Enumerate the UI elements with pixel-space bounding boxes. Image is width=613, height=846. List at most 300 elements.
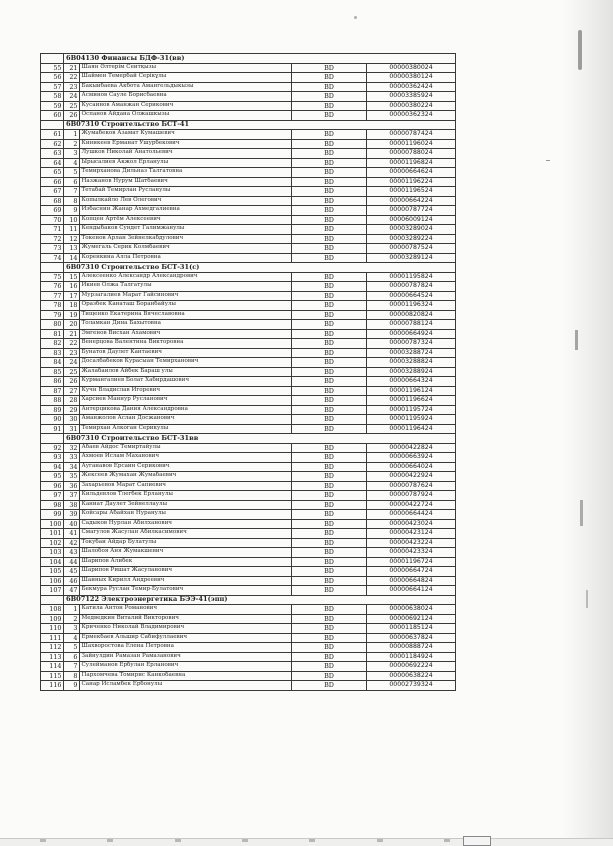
group-index: 43 (64, 548, 80, 558)
level-code: BD (292, 510, 367, 520)
row-number: 115 (41, 671, 64, 681)
group-header-row (41, 434, 456, 444)
scan-mark (578, 30, 582, 70)
row-number: 104 (41, 557, 64, 567)
table-row (41, 396, 456, 406)
student-name: Алексеенко Александр Александрович (80, 272, 292, 282)
group-index: 12 (64, 234, 80, 244)
document-number: 00000664524 (367, 291, 456, 301)
group-index: 39 (64, 510, 80, 520)
table-row (41, 576, 456, 586)
row-number: 79 (41, 310, 64, 320)
row-number: 96 (41, 481, 64, 491)
group-index: 45 (64, 567, 80, 577)
group-index: 22 (64, 339, 80, 349)
level-code: BD (292, 339, 367, 349)
group-index: 14 (64, 253, 80, 263)
group-index: 4 (64, 158, 80, 168)
student-name: Курмангалиев Болат Хабирдашович (80, 377, 292, 387)
document-number: 00003289224 (367, 234, 456, 244)
row-number: 89 (41, 405, 64, 415)
document-number: 00003385924 (367, 92, 456, 102)
level-code: BD (292, 453, 367, 463)
document-number: 00000664324 (367, 377, 456, 387)
group-index: 26 (64, 377, 80, 387)
student-name: Ахмоев Ислам Маханович (80, 453, 292, 463)
student-name: Ауганавов Ерсаин Серикович (80, 462, 292, 472)
student-name: Мурзагалиев Марат Гайсинович (80, 291, 292, 301)
student-name: Койсары Абайхан Нуранулы (80, 510, 292, 520)
row-number: 112 (41, 643, 64, 653)
level-code: BD (292, 244, 367, 254)
student-name: Эмгенов Висхан Ахамович (80, 329, 292, 339)
level-code: BD (292, 101, 367, 111)
student-name: Токенов Арлан Зейнелкабдулович (80, 234, 292, 244)
group-index: 9 (64, 681, 80, 691)
student-name: Шаян Әлтерім Сеитқызы (80, 63, 292, 73)
row-number: 73 (41, 244, 64, 254)
row-number: 60 (41, 111, 64, 121)
group-title: 6В07122 Электроэнергетика БЭЭ-41(эпп) (64, 595, 456, 605)
student-name: Лушков Николай Анатольевич (80, 149, 292, 159)
group-index: 44 (64, 557, 80, 567)
group-index: 29 (64, 405, 80, 415)
student-name: Каниат Даулет Зейнеллаулы (80, 500, 292, 510)
table-row (41, 624, 456, 634)
table-row (41, 443, 456, 453)
document-number: 00000422824 (367, 443, 456, 453)
document-number: 00000423324 (367, 548, 456, 558)
table-row (41, 671, 456, 681)
row-number: 78 (41, 301, 64, 311)
document-number: 00001196524 (367, 187, 456, 197)
table-row (41, 481, 456, 491)
document-number: 00000664024 (367, 462, 456, 472)
table-row (41, 538, 456, 548)
row-number: 91 (41, 424, 64, 434)
table-row (41, 633, 456, 643)
row-number: 102 (41, 538, 64, 548)
row-number: 83 (41, 348, 64, 358)
group-index: 20 (64, 320, 80, 330)
document-number: 00001195824 (367, 272, 456, 282)
row-number: 56 (41, 73, 64, 83)
row-number: 107 (41, 586, 64, 596)
row-number: 77 (41, 291, 64, 301)
document-number: 00000423024 (367, 519, 456, 529)
student-name: Жумабеков Азамат Кумашевич (80, 130, 292, 140)
level-code: BD (292, 130, 367, 140)
student-name: Абаев Айдос Темиртайулы (80, 443, 292, 453)
level-code: BD (292, 386, 367, 396)
student-name: Криченко Николай Владимирович (80, 624, 292, 634)
table-row (41, 92, 456, 102)
student-name: Харсиев Маннур Русланович (80, 396, 292, 406)
table-row (41, 548, 456, 558)
row-number: 62 (41, 139, 64, 149)
row-number: 66 (41, 177, 64, 187)
table-row (41, 320, 456, 330)
document-number: 00000638224 (367, 671, 456, 681)
scan-mark (546, 160, 550, 161)
footer-marks (40, 839, 450, 844)
row-number: 57 (41, 82, 64, 92)
level-code: BD (292, 424, 367, 434)
level-code: BD (292, 225, 367, 235)
table-row (41, 586, 456, 596)
document-number: 00000380024 (367, 63, 456, 73)
student-name: Бакыибаева Акбота Амангельдыкызы (80, 82, 292, 92)
group-index: 1 (64, 130, 80, 140)
table-row (41, 130, 456, 140)
table-row (41, 168, 456, 178)
student-name: Захарьевов Марат Сапиевич (80, 481, 292, 491)
level-code: BD (292, 671, 367, 681)
student-name: Копцен Артём Алексеевич (80, 215, 292, 225)
row-number: 55 (41, 63, 64, 73)
student-name: Пархомчева Томирис Канкобаевна (80, 671, 292, 681)
document-number: 00001196124 (367, 386, 456, 396)
group-index: 24 (64, 92, 80, 102)
document-number: 00003288724 (367, 348, 456, 358)
student-list-body (41, 54, 456, 691)
table-row (41, 662, 456, 672)
level-code: BD (292, 377, 367, 387)
document-number: 00000787324 (367, 339, 456, 349)
level-code: BD (292, 215, 367, 225)
level-code: BD (292, 358, 367, 368)
table-row (41, 196, 456, 206)
level-code: BD (292, 196, 367, 206)
row-number: 101 (41, 529, 64, 539)
student-name: Жумегаль Серик Колмбаевич (80, 244, 292, 254)
document-number: 00000820824 (367, 310, 456, 320)
group-header-spacer (41, 434, 64, 444)
level-code: BD (292, 82, 367, 92)
table-row (41, 225, 456, 235)
row-number: 63 (41, 149, 64, 159)
level-code: BD (292, 548, 367, 558)
table-row (41, 377, 456, 387)
level-code: BD (292, 158, 367, 168)
row-number: 70 (41, 215, 64, 225)
group-index: 23 (64, 82, 80, 92)
group-index: 7 (64, 187, 80, 197)
document-number: 00000692124 (367, 614, 456, 624)
group-title: 6В07310 Строительство БСТ-31вв (64, 434, 456, 444)
student-name: Шахворостова Елена Петровна (80, 643, 292, 653)
document-number: 00001196824 (367, 158, 456, 168)
table-row (41, 215, 456, 225)
student-name: Бекмура Руслан Темир-Булатович (80, 586, 292, 596)
student-name: Асминов Сауле Борисбаевна (80, 92, 292, 102)
level-code: BD (292, 329, 367, 339)
group-index: 33 (64, 453, 80, 463)
table-row (41, 643, 456, 653)
document-number: 00001196724 (367, 557, 456, 567)
level-code: BD (292, 462, 367, 472)
student-name: Шалобоя Аня Жумакшевич (80, 548, 292, 558)
document-number: 00001196224 (367, 177, 456, 187)
student-name: Шарипов Алибек (80, 557, 292, 567)
row-number: 71 (41, 225, 64, 235)
student-name: Шаймен Темербай Серікұлы (80, 73, 292, 83)
student-name: Толамкан Дина Бахытовна (80, 320, 292, 330)
table-row (41, 187, 456, 197)
student-name: Ермекбаев Альшир Сабифуллаевич (80, 633, 292, 643)
document-number: 00003288824 (367, 358, 456, 368)
level-code: BD (292, 291, 367, 301)
row-number: 92 (41, 443, 64, 453)
student-name: Антерцикова Дания Александровна (80, 405, 292, 415)
group-index: 7 (64, 662, 80, 672)
row-number: 113 (41, 652, 64, 662)
table-row (41, 310, 456, 320)
level-code: BD (292, 624, 367, 634)
student-name: Оспанов Айдана Олжашкызы (80, 111, 292, 121)
group-header-row (41, 54, 456, 64)
group-index: 25 (64, 367, 80, 377)
row-number: 90 (41, 415, 64, 425)
table-row (41, 111, 456, 121)
document-number: 00000787624 (367, 481, 456, 491)
row-number: 105 (41, 567, 64, 577)
group-index: 30 (64, 415, 80, 425)
group-index: 1 (64, 605, 80, 615)
group-index: 41 (64, 529, 80, 539)
row-number: 59 (41, 101, 64, 111)
document-number: 00001196324 (367, 301, 456, 311)
group-header-spacer (41, 263, 64, 273)
document-number: 00000664624 (367, 168, 456, 178)
row-number: 85 (41, 367, 64, 377)
table-row (41, 614, 456, 624)
document-number: 00000664824 (367, 576, 456, 586)
level-code: BD (292, 348, 367, 358)
table-row (41, 348, 456, 358)
row-number: 109 (41, 614, 64, 624)
student-name: Назжанов Нурум Шатбаевич (80, 177, 292, 187)
group-header-row (41, 595, 456, 605)
document-number: 00000664224 (367, 196, 456, 206)
table-row (41, 82, 456, 92)
row-number: 94 (41, 462, 64, 472)
document-number: 00001195924 (367, 415, 456, 425)
document-number: 00000787824 (367, 282, 456, 292)
row-number: 64 (41, 158, 64, 168)
table-row (41, 244, 456, 254)
level-code: BD (292, 529, 367, 539)
group-index: 6 (64, 177, 80, 187)
table-row (41, 415, 456, 425)
row-number: 95 (41, 472, 64, 482)
row-number: 116 (41, 681, 64, 691)
group-index: 42 (64, 538, 80, 548)
row-number: 84 (41, 358, 64, 368)
student-name: Шарипов Ришат Жасуланович (80, 567, 292, 577)
level-code: BD (292, 443, 367, 453)
level-code: BD (292, 111, 367, 121)
document-number: 00000787724 (367, 206, 456, 216)
group-index: 34 (64, 462, 80, 472)
document-number: 00000788124 (367, 320, 456, 330)
row-number: 82 (41, 339, 64, 349)
level-code: BD (292, 367, 367, 377)
table-row (41, 339, 456, 349)
table-row (41, 139, 456, 149)
table-row (41, 652, 456, 662)
document-number: 00000362424 (367, 82, 456, 92)
table-row (41, 234, 456, 244)
student-name: Коренкина Алла Петровна (80, 253, 292, 263)
document-number: 00000888724 (367, 643, 456, 653)
group-index: 13 (64, 244, 80, 254)
group-header-row (41, 263, 456, 273)
level-code: BD (292, 415, 367, 425)
group-index: 8 (64, 671, 80, 681)
row-number: 111 (41, 633, 64, 643)
document-number: 00000663924 (367, 453, 456, 463)
student-name: Аманжолов Аслан Досжанович (80, 415, 292, 425)
group-index: 15 (64, 272, 80, 282)
document-number: 00000787424 (367, 130, 456, 140)
table-row (41, 63, 456, 73)
student-name: Темирханова Дильназ Талгатовна (80, 168, 292, 178)
group-header-row (41, 120, 456, 130)
table-row (41, 329, 456, 339)
table-row (41, 681, 456, 691)
document-number: 00000638024 (367, 605, 456, 615)
group-index: 25 (64, 101, 80, 111)
student-name: Медведкин Виталий Викторович (80, 614, 292, 624)
row-number: 110 (41, 624, 64, 634)
group-index: 10 (64, 215, 80, 225)
row-number: 65 (41, 168, 64, 178)
row-number: 72 (41, 234, 64, 244)
table-row (41, 557, 456, 567)
group-index: 32 (64, 443, 80, 453)
document-number: 00001184924 (367, 652, 456, 662)
student-name: Жалабаилов Айбек Бараш улы (80, 367, 292, 377)
document-number: 00000664124 (367, 586, 456, 596)
table-row (41, 301, 456, 311)
row-number: 108 (41, 605, 64, 615)
group-index: 3 (64, 149, 80, 159)
table-row (41, 73, 456, 83)
level-code: BD (292, 272, 367, 282)
student-name: Катила Антон Романович (80, 605, 292, 615)
scan-speck (354, 16, 357, 19)
group-index: 6 (64, 652, 80, 662)
student-name: Садыков Нурлан Абилханович (80, 519, 292, 529)
row-number: 97 (41, 491, 64, 501)
table-row (41, 149, 456, 159)
group-index: 18 (64, 301, 80, 311)
table-row (41, 567, 456, 577)
level-code: BD (292, 139, 367, 149)
document-number: 00000787524 (367, 244, 456, 254)
level-code: BD (292, 519, 367, 529)
group-index: 38 (64, 500, 80, 510)
group-index: 37 (64, 491, 80, 501)
row-number: 87 (41, 386, 64, 396)
student-name: Ырысалиев Акжол Ерланулы (80, 158, 292, 168)
table-row (41, 500, 456, 510)
level-code: BD (292, 253, 367, 263)
document-number: 00000423224 (367, 538, 456, 548)
group-index: 19 (64, 310, 80, 320)
table-row (41, 282, 456, 292)
table-row (41, 206, 456, 216)
document-number: 00000664924 (367, 329, 456, 339)
document-number: 00000422724 (367, 500, 456, 510)
row-number: 86 (41, 377, 64, 387)
level-code: BD (292, 605, 367, 615)
group-index: 17 (64, 291, 80, 301)
table-row (41, 367, 456, 377)
group-index: 36 (64, 481, 80, 491)
document-number: 00000422924 (367, 472, 456, 482)
document-number: 00006009124 (367, 215, 456, 225)
level-code: BD (292, 662, 367, 672)
group-index: 8 (64, 196, 80, 206)
table-row (41, 253, 456, 263)
level-code: BD (292, 168, 367, 178)
row-number: 81 (41, 329, 64, 339)
level-code: BD (292, 633, 367, 643)
group-header-spacer (41, 54, 64, 64)
table-row (41, 386, 456, 396)
level-code: BD (292, 206, 367, 216)
table-row (41, 101, 456, 111)
document-number: 00000380224 (367, 101, 456, 111)
group-index: 28 (64, 396, 80, 406)
table-row (41, 453, 456, 463)
level-code: BD (292, 310, 367, 320)
document-number: 00003289024 (367, 225, 456, 235)
student-name: Кучн Владислав Игоревич (80, 386, 292, 396)
student-name: Бунатов Даулет Кантаевич (80, 348, 292, 358)
group-index: 24 (64, 358, 80, 368)
document-number: 00003289124 (367, 253, 456, 263)
row-number: 88 (41, 396, 64, 406)
level-code: BD (292, 681, 367, 691)
student-list-table (40, 53, 456, 691)
group-index: 40 (64, 519, 80, 529)
scan-mark (575, 330, 578, 350)
row-number: 99 (41, 510, 64, 520)
table-row (41, 424, 456, 434)
group-index: 23 (64, 348, 80, 358)
level-code: BD (292, 63, 367, 73)
group-index: 11 (64, 225, 80, 235)
student-name: Досалбабеков Курасыан Темирханович (80, 358, 292, 368)
student-name: Шаиных Кирилл Андреевич (80, 576, 292, 586)
student-name: Смагулов Жасулан Абилкасимович (80, 529, 292, 539)
group-title: 6В07310 Строительство БСТ-41 (64, 120, 456, 130)
level-code: BD (292, 73, 367, 83)
group-index: 22 (64, 73, 80, 83)
row-number: 114 (41, 662, 64, 672)
level-code: BD (292, 396, 367, 406)
level-code: BD (292, 652, 367, 662)
document-number: 00000787924 (367, 491, 456, 501)
table-row (41, 519, 456, 529)
table-row (41, 405, 456, 415)
level-code: BD (292, 576, 367, 586)
document-number: 00000664724 (367, 567, 456, 577)
level-code: BD (292, 472, 367, 482)
